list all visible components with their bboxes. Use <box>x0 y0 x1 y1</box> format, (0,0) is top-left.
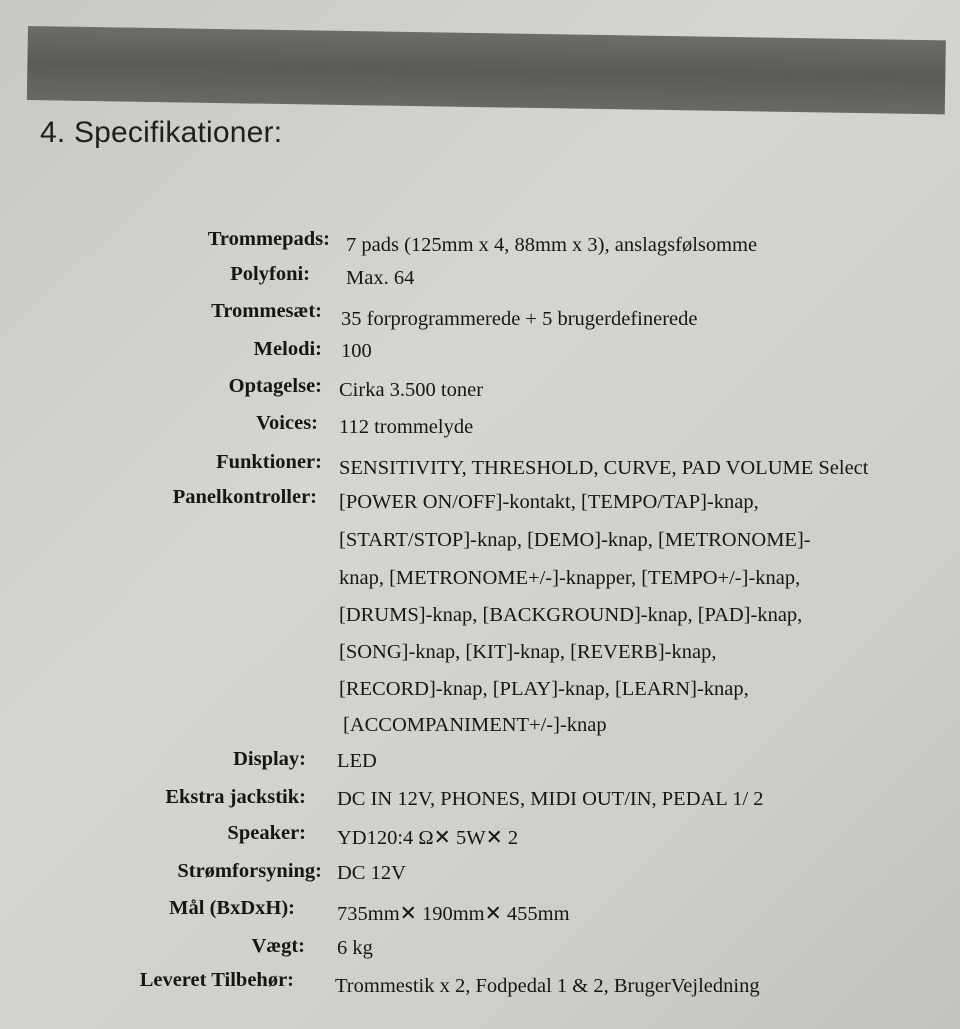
spec-label: Polyfoni: <box>230 263 310 285</box>
spec-value: [START/STOP]-knap, [DEMO]-knap, [METRONOME]- <box>339 529 811 551</box>
spec-value: 6 kg <box>337 937 373 959</box>
spec-value: 112 trommelyde <box>339 416 474 438</box>
spec-label: Trommesæt: <box>211 300 322 322</box>
spec-label: Voices: <box>256 412 318 434</box>
spec-value: 7 pads (125mm x 4, 88mm x 3), anslagsfølsomme <box>346 234 758 256</box>
spec-value: [DRUMS]-knap, [BACKGROUND]-knap, [PAD]-knap, <box>339 604 803 626</box>
spec-label: Strømforsyning: <box>177 860 322 882</box>
spec-label: Optagelse: <box>228 375 322 397</box>
spec-label: Speaker: <box>227 822 306 844</box>
spec-value: [SONG]-knap, [KIT]-knap, [REVERB]-knap, <box>339 641 717 663</box>
spec-label: Mål (BxDxH): <box>169 897 295 919</box>
spec-value: [POWER ON/OFF]-kontakt, [TEMPO/TAP]-knap, <box>339 491 759 513</box>
spec-label: Funktioner: <box>216 451 322 473</box>
spec-label: Melodi: <box>253 338 322 360</box>
spec-value: Max. 64 <box>346 267 415 289</box>
spec-label: Leveret Tilbehør: <box>139 969 294 991</box>
spec-value: 100 <box>341 340 372 362</box>
spec-label: Ekstra jackstik: <box>165 786 306 808</box>
spec-value: Trommestik x 2, Fodpedal 1 & 2, BrugerVejledning <box>335 975 760 997</box>
spec-value: SENSITIVITY, THRESHOLD, CURVE, PAD VOLUME Select <box>339 457 869 479</box>
spec-value: Cirka 3.500 toner <box>339 379 484 401</box>
spec-value: 735mm✕ 190mm✕ 455mm <box>337 903 570 925</box>
spec-value: 35 forprogrammerede + 5 brugerdefinerede <box>341 308 698 330</box>
section-title: 4. Specifikationer: <box>40 116 283 149</box>
spec-value: [RECORD]-knap, [PLAY]-knap, [LEARN]-knap, <box>339 678 749 700</box>
spec-value: DC 12V <box>337 862 406 884</box>
spec-label: Trommepads: <box>207 228 330 250</box>
spec-label: Display: <box>233 748 306 770</box>
spec-label: Panelkontroller: <box>172 486 317 508</box>
spec-value: YD120:4 Ω✕ 5W✕ 2 <box>337 827 519 849</box>
spec-value: DC IN 12V, PHONES, MIDI OUT/IN, PEDAL 1/ 2 <box>337 788 764 810</box>
spec-value: [ACCOMPANIMENT+/-]-knap <box>343 714 607 736</box>
spec-value: knap, [METRONOME+/-]-knapper, [TEMPO+/-]-knap, <box>339 567 801 589</box>
spec-label: Vægt: <box>251 935 305 957</box>
spec-value: LED <box>337 750 377 772</box>
